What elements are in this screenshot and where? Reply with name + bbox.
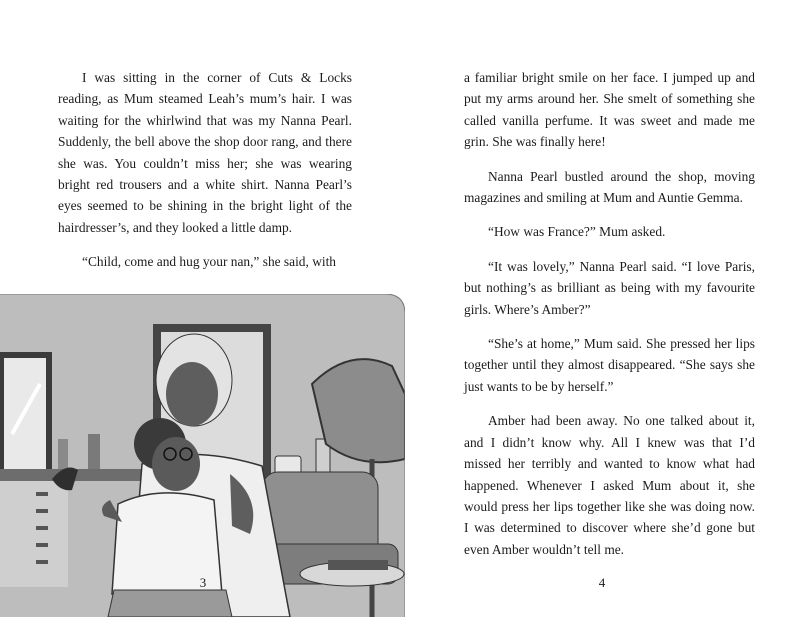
- page-number: 4: [598, 575, 606, 590]
- right-page-text: [464, 67, 755, 573]
- girl-skirt: [108, 590, 232, 617]
- paragraph: “She’s at home,” Mum said. She pressed her lips together until they almost disappeared. “She says she just wants to be by herself.”: [464, 336, 755, 394]
- book: [328, 560, 388, 570]
- grandmother-face: [166, 362, 218, 426]
- product-bottle: [58, 439, 68, 469]
- girl-face: [152, 437, 200, 491]
- paragraph: Nanna Pearl bustled around the shop, moving magazines and smiling at Mum and Auntie Gemma.: [464, 168, 755, 206]
- paragraph: “It was lovely,” Nanna Pearl said. “I love Paris, but nothing’s as brilliant as being with my favourite girls. Where’s Amber?”: [464, 258, 755, 317]
- right-page: [405, 0, 810, 617]
- product-bottle: [88, 434, 100, 469]
- left-page-text: [58, 67, 352, 286]
- salon-scene: [0, 294, 405, 617]
- left-mirror-glass: [4, 358, 46, 480]
- page-number: 3: [199, 575, 207, 590]
- paragraph: a familiar bright smile on her face. I jumped up and put my arms around her. She smelt of something she called vanilla perfume. It was sweet and made me grin. She was finally here!: [464, 70, 755, 150]
- paragraph: I was sitting in the corner of Cuts & Locks reading, as Mum steamed Leah’s mum’s hair. I was waiting for the whirlwind that was my Nanna Pearl. Suddenly, the bell above the shop door rang, and there she was. You couldn’t miss her; she was wearing bright red trousers and a white shirt. Nanna Pearl’s eyes seemed to be shining in the bright light of the hairdresser’s, and they looked a little damp.: [58, 70, 352, 235]
- counter-top: [0, 469, 160, 481]
- paragraph: “How was France?” Mum asked.: [488, 224, 666, 240]
- drawer-unit: [0, 481, 68, 587]
- paragraph: Amber had been away. No one talked about it, and I didn’t know why. All I knew was that I’d missed her terribly and wanted to know what had happened. Whenever I asked Mum about it, she would press her lips together like she was doing now. I was determined to discover where she’d gone but even Amber wouldn’t tell me.: [464, 413, 755, 557]
- hug-illustration: [0, 294, 405, 617]
- paragraph: “Child, come and hug your nan,” she said, with: [82, 254, 336, 270]
